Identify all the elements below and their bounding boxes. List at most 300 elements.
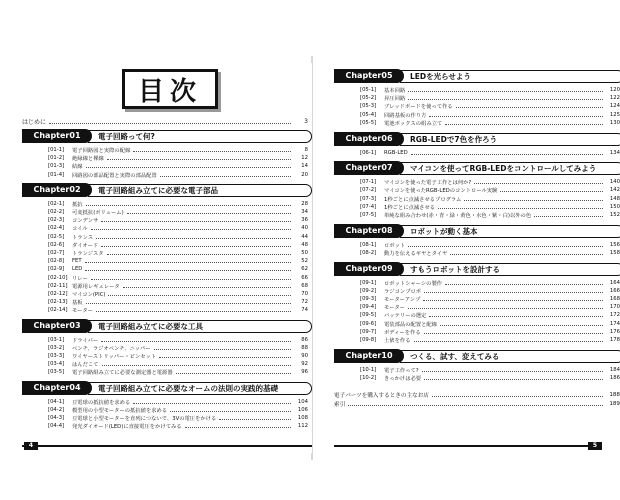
leader-dots [429,113,603,117]
section-number: [07-5] [360,212,377,219]
section-number: [09-8] [360,337,377,343]
section-title: はんだこて [72,362,99,369]
leader-dots [414,338,604,342]
section-title: ペンチ、ラジオペンチ、ニッパー [72,345,151,352]
toc-entry[interactable] [48,208,308,216]
section-number: [02-1] [48,200,65,207]
toc-entry[interactable] [48,233,308,241]
leader-dots [432,393,603,397]
leader-dots [101,218,291,222]
section-page: 68 [301,282,308,289]
chapter-heading[interactable] [334,349,620,363]
toc-entry[interactable] [360,186,620,194]
section-number: [07-2] [360,187,377,194]
leader-dots [127,210,291,214]
section-title: 発光ダイオード(LED)に直接電圧をかけてみる [72,424,182,431]
toc-entry[interactable] [360,211,620,219]
section-list [48,336,308,377]
section-page: 152 [609,212,620,219]
appendix-entry[interactable] [334,400,620,409]
toc-entry[interactable] [48,406,308,414]
section-page: 92 [301,361,308,368]
chapter-heading[interactable] [334,132,620,146]
section-page: 40 [301,225,308,232]
toc-entry[interactable] [360,94,620,102]
toc-entry[interactable] [48,414,308,422]
chapter-heading[interactable] [334,69,620,83]
leader-dots [101,243,291,247]
section-number: [02-9] [48,266,65,273]
section-number: [02-12] [48,290,68,297]
section-page: 108 [297,415,308,422]
section-list [48,146,308,179]
leader-dots [107,251,292,255]
section-title: 1秒ごとに点滅させるプログラム [384,196,462,203]
leader-dots [456,104,603,108]
section-page: 12 [301,155,308,162]
section-title: 電装部品の配置と配線 [384,321,437,328]
toc-entry[interactable] [48,298,308,306]
section-page: 48 [301,241,308,248]
section-title: FET [72,258,82,265]
section-page: 8 [304,147,308,154]
leader-dots [96,235,291,239]
leader-dots [424,289,603,293]
leader-dots [86,300,291,304]
toc-entry[interactable] [360,320,620,328]
leader-dots [440,322,603,326]
section-page: 186 [609,374,620,381]
section-title: 1秒ごとに点滅させる [384,204,436,211]
section-number: [03-5] [48,369,65,376]
toc-entry[interactable] [48,257,308,265]
section-page: 112 [297,423,308,430]
section-title: 絶縁線と裸線 [72,156,104,163]
section-page: 14 [301,163,308,170]
toc-entry[interactable] [48,398,308,406]
toc-entry[interactable] [360,295,620,303]
section-number: [02-11] [48,282,68,289]
leader-dots [408,88,603,92]
section-title: 結線 [72,164,83,171]
left-footer-rule [22,445,312,447]
chapter-tag: Chapter05 [334,69,404,83]
section-title: LED [72,266,83,273]
chapter-title: RGB-LEDで7色を作ろう [400,133,620,146]
section-number: [02-7] [48,250,65,257]
section-page: 122 [609,95,620,102]
leader-dots [219,416,291,420]
intro-entry[interactable] [22,117,308,126]
toc-entry[interactable] [360,119,620,127]
leader-dots [123,284,291,288]
chapter-title: LEDを光らせよう [400,70,620,83]
chapter-title: すもうロボットを設計する [400,263,620,276]
section-page: 166 [609,287,620,294]
section-title: トランジスタ [72,251,104,258]
toc-entry[interactable] [48,224,308,232]
toc-entry[interactable] [48,344,308,352]
section-title: モーター [384,305,405,312]
toc-entry[interactable] [48,154,308,162]
section-title: モーターアンプ [384,297,421,304]
section-title: 豆電球と小型モーターを直列につないで、3Vの電圧をかける [72,416,217,423]
leader-dots [86,202,291,206]
section-title: 基板 [72,300,83,307]
section-number: [02-8] [48,258,65,265]
right-footer-rule [334,445,602,447]
toc-title: 目次 [122,69,218,109]
leader-dots [500,188,603,192]
chapter-tag: Chapter06 [334,132,404,146]
section-title: ダイオード [72,242,99,249]
chapter-title: ロボットが動く基本 [400,225,620,238]
section-number: [01-2] [48,155,65,162]
leader-dots [438,205,603,209]
section-number: [02-10] [48,274,68,281]
toc-entry[interactable] [48,249,308,257]
section-list [360,366,620,382]
section-list [360,241,620,257]
section-title: 電源用レギュレータ [72,283,120,290]
leader-dots [133,400,291,404]
section-number: [03-2] [48,344,65,351]
leader-dots [159,354,291,358]
section-page: 134 [609,149,620,156]
leader-dots [423,297,603,301]
toc-entry[interactable] [360,86,620,94]
toc-entry[interactable] [48,290,308,298]
section-number: [02-13] [48,299,68,306]
leader-dots [534,213,603,217]
toc-entry[interactable] [48,360,308,368]
leader-dots [86,164,291,168]
chapter-heading[interactable] [334,262,620,276]
section-list [48,200,308,315]
right-page-number: 5 [588,442,602,450]
section-number: [08-1] [360,241,377,248]
leader-dots [424,330,603,334]
toc-entry[interactable] [48,241,308,249]
section-title: 電子工作って? [384,367,419,374]
section-number: [02-6] [48,241,65,248]
chapter-heading[interactable] [334,161,620,175]
chapter-title: つくる、試す、変えてみる [400,350,620,363]
toc-entry[interactable] [48,368,308,376]
chapter-heading[interactable] [22,319,312,333]
toc-entry[interactable] [360,102,620,110]
section-number: [06-1] [360,149,377,156]
chapter-tag: Chapter10 [334,349,404,363]
section-number: [05-2] [360,95,377,102]
leader-dots [408,243,603,247]
leader-dots [450,251,603,255]
section-title: トランス [72,234,94,241]
appendix-label: 電子パーツを購入するときの主なお店 [334,393,429,400]
toc-entry[interactable] [360,249,620,257]
section-page: 104 [297,398,308,405]
toc-entry[interactable] [48,146,308,154]
section-title: モーター [72,308,93,315]
appendix-entry[interactable] [334,391,620,400]
section-list [360,178,620,219]
section-number: [09-1] [360,279,377,286]
section-number: [07-3] [360,195,377,202]
section-page: 96 [301,369,308,376]
section-number: [04-1] [48,398,65,405]
toc-entry[interactable] [360,366,620,374]
section-number: [02-3] [48,217,65,224]
section-number: [05-4] [360,111,377,118]
section-title: 動力を伝えるギヤとタイヤ [384,250,448,257]
section-title: ワイヤーストリッパー・ピンセット [72,354,157,361]
section-page: 120 [609,87,620,94]
section-page: 34 [301,209,308,216]
intro-page: 3 [304,118,308,125]
section-page: 36 [301,217,308,224]
toc-entry[interactable] [48,162,308,170]
toc-entry[interactable] [48,282,308,290]
appendix-page: 189 [609,401,620,408]
leader-dots [429,313,603,317]
chapter-tag: Chapter01 [22,129,92,143]
section-number: [07-4] [360,203,377,210]
toc-entry[interactable] [360,328,620,336]
section-page: 172 [609,312,620,319]
section-number: [04-2] [48,406,65,413]
leader-dots [133,148,291,152]
leader-dots [474,180,603,184]
section-number: [10-1] [360,366,377,373]
chapter-heading[interactable] [22,381,312,395]
toc-entry[interactable] [48,422,308,430]
section-number: [04-4] [48,423,65,430]
section-page: 66 [301,274,308,281]
chapter-title: 電子回路って何? [88,130,312,143]
section-title: マイコン(PIC) [72,291,106,298]
chapter-tag: Chapter08 [334,224,404,238]
section-title: 土俵を作る [384,338,411,344]
section-number: [04-3] [48,415,65,422]
section-page: 148 [609,195,620,202]
leader-dots [102,362,292,366]
section-number: [02-5] [48,233,65,240]
section-list [360,279,620,345]
section-page: 170 [609,304,620,311]
section-title: ロボット [384,242,406,249]
section-page: 125 [609,111,620,118]
section-page: 130 [609,119,620,126]
section-title: 昇圧回路 [384,96,406,103]
toc-entry[interactable] [48,171,308,179]
toc-entry[interactable] [360,195,620,203]
section-title: 電子回路図と実際の配線 [72,148,131,155]
leader-dots [91,226,291,230]
section-title: 可変抵抗(ボリューム) [72,210,124,217]
toc-entry[interactable] [360,178,620,186]
toc-entry[interactable] [48,265,308,273]
section-title: 電池ボックスの組み立て [384,120,443,127]
leader-dots [154,346,291,350]
toc-entry[interactable] [360,336,620,344]
chapter-heading[interactable] [22,129,312,143]
leader-dots [422,368,603,372]
section-page: 88 [301,344,308,351]
toc-entry[interactable] [48,352,308,360]
leader-dots [445,281,603,285]
leader-dots [185,424,291,428]
chapter-tag: Chapter09 [334,262,404,276]
toc-entry[interactable] [48,273,308,281]
section-title: ドライバー [72,337,99,344]
section-page: 90 [301,353,308,360]
toc-entry[interactable] [360,374,620,382]
section-title: ボディーを作る [384,329,421,336]
section-page: 70 [301,290,308,297]
leader-dots [424,376,603,380]
intro-label: はじめに [22,119,47,126]
leader-dots [101,338,291,342]
toc-entry[interactable] [360,203,620,211]
leader-dots [96,308,291,312]
section-title: ロボットシャーシの製作 [384,280,443,287]
leader-dots [170,408,291,412]
leader-dots [91,276,291,280]
appendix-page: 188 [609,392,620,399]
section-title: 豆電球の抵抗値を求める [72,399,131,406]
section-number: [09-3] [360,296,377,303]
section-number: [02-4] [48,225,65,232]
section-page: 174 [609,320,620,327]
section-list [360,86,620,127]
chapter-tag: Chapter07 [334,161,404,175]
leader-dots [49,120,291,124]
leader-dots [176,370,291,374]
section-page: 164 [609,279,620,286]
section-title: コンデンサ [72,218,99,225]
left-page [22,63,312,453]
section-page: 62 [301,266,308,273]
section-title: バッテリーの選定 [384,313,427,320]
toc-entry[interactable] [48,306,308,314]
section-title: 単純な組み合わせ(赤・青・緑・黄色・水色・紫・白)以外の色 [384,213,532,220]
section-page: 150 [609,203,620,210]
chapter-heading[interactable] [334,224,620,238]
section-number: [10-2] [360,374,377,381]
leader-dots [160,173,291,177]
section-number: [07-1] [360,179,377,186]
section-number: [09-2] [360,287,377,294]
section-page: 52 [301,258,308,265]
section-title: ブレッドボードを使って作る [384,104,453,111]
chapter-heading[interactable] [22,183,312,197]
section-page: 156 [609,241,620,248]
section-number: [05-5] [360,119,377,126]
toc-entry[interactable] [360,303,620,311]
section-page: 158 [609,249,620,256]
section-page: 142 [609,187,620,194]
section-title: マイコンを使ったRGB-LEDのコントロール実験 [384,188,498,195]
section-number: [02-2] [48,209,65,216]
chapter-title: 電子回路組み立てに必要な工具 [88,320,312,333]
chapter-title: 電子回路組み立てに必要なオームの法則の実践的基礎 [88,382,312,395]
leader-dots [85,267,291,271]
section-number: [01-4] [48,171,65,178]
toc-entry[interactable] [48,200,308,208]
section-page: 124 [609,103,620,110]
left-page-number: 4 [24,442,38,450]
section-page: 28 [301,200,308,207]
section-number: [01-1] [48,147,65,154]
section-page: 20 [301,171,308,178]
section-number: [01-3] [48,163,65,170]
section-page: 106 [297,406,308,413]
section-page: 140 [609,179,620,186]
section-title: リレー [72,275,88,282]
section-title: ラジコンプロポ [384,288,422,295]
chapter-title: 電子回路組み立てに必要な電子部品 [88,184,312,197]
leader-dots [464,197,603,201]
leader-dots [85,259,291,263]
section-title: 回路基板の作り方 [384,112,427,119]
leader-dots [408,305,603,309]
section-title: マイコンを使った電子工作とは何か? [384,180,472,187]
section-number: [09-6] [360,320,377,327]
toc-entry[interactable] [360,111,620,119]
section-number: [03-3] [48,353,65,360]
section-title: 回路図の部品配置と実際の部品配置 [72,172,157,179]
toc-entry[interactable] [360,311,620,319]
leader-dots [348,402,603,406]
toc-entry[interactable] [48,216,308,224]
section-title: コイル [72,226,88,233]
section-number: [03-4] [48,361,65,368]
section-title: 電子回路組み立てに必要な測定器と電源器 [72,370,173,377]
section-number: [03-1] [48,336,65,343]
section-page: 44 [301,233,308,240]
toc-entry[interactable] [360,149,620,157]
leader-dots [408,96,603,100]
section-number: [02-14] [48,307,68,314]
section-title: RGB-LED [384,149,408,156]
toc-entry[interactable] [360,287,620,295]
section-number: [08-2] [360,249,377,256]
section-title: きっかけは必要 [384,375,422,382]
leader-dots [445,121,603,125]
toc-entry[interactable] [360,279,620,287]
section-page: 74 [301,307,308,314]
section-page: 86 [301,336,308,343]
section-title: 基本回路 [384,88,406,95]
section-number: [05-1] [360,87,377,94]
section-page: 72 [301,299,308,306]
section-page: 168 [609,296,620,303]
chapter-title: マイコンを使ってRGB-LEDをコントロールしてみよう [400,162,620,175]
section-list [48,398,308,431]
right-page [334,63,620,453]
toc-entry[interactable] [48,336,308,344]
chapter-tag: Chapter02 [22,183,92,197]
leader-dots [108,292,291,296]
leader-dots [411,151,603,155]
appendix-label: 索引 [334,402,346,409]
section-number: [09-7] [360,328,377,335]
section-title: 模型用の小型モーターの抵抗値を求める [72,407,168,414]
section-number: [05-3] [360,103,377,110]
toc-entry[interactable] [360,241,620,249]
leader-dots [107,156,291,160]
section-page: 184 [609,366,620,373]
